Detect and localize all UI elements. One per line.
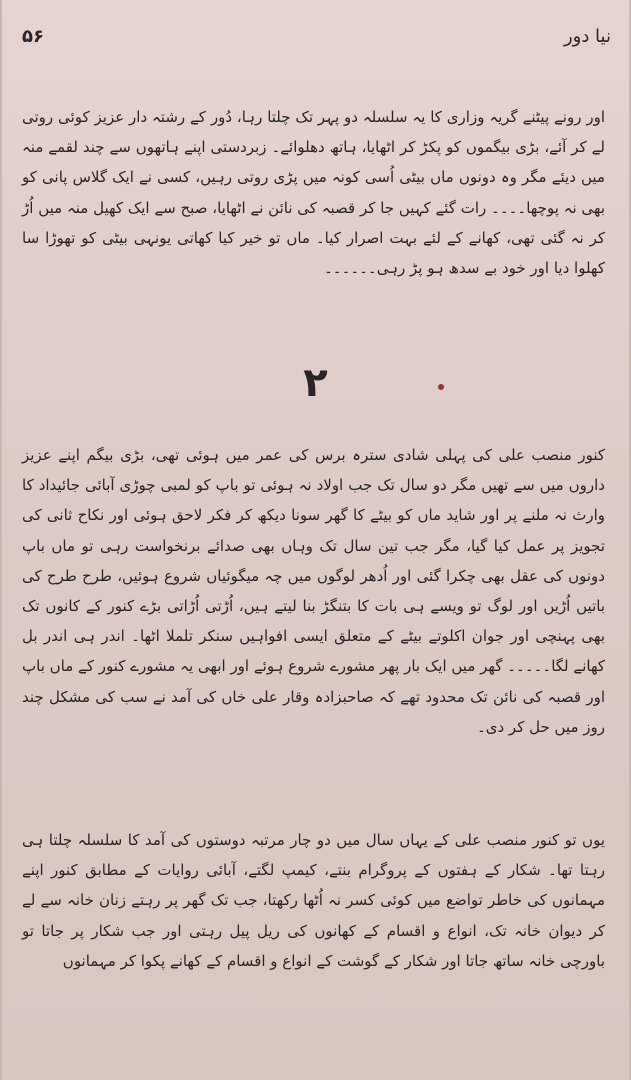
paragraph-2-text: کنور منصب علی کی پہلی شادی سترہ برس کی عمر میں ہوئی تھی، بڑی بیگم اپنے عزیز داروں میں سے تھیں مگر دو سال تک جب اولاد نہ ہوئی تو باپ کو لمبی چوڑی آبائی جائیداد کا وارث نہ ملنے پر اور شاید ماں کو بیٹے کا گھر سونا دیکھ کر فکر لاحق ہوئی اور نکاح ثانی کی تجویز پر عمل کیا گیا، مگر جب تین سال تک وہاں بھی صدائے برنخواست رہی تو ماں باپ دونوں کی عقل بھی چکرا گئی اور اُدھر لوگوں میں چہ میگوئیاں شروع ہوئیں، طرح طرح کی باتیں اُڑیں اور لوگ تو ویسے ہی بات کا بتنگڑ بنا لیتے ہیں، اُڑتی اُڑاتی بڑے کنور کے کانوں تک بھی پہنچی اور جوان اکلوتے بیٹے کے متعلق ایسی افواہیں سنکر تلملا اٹھا۔ اندر ہی اندر بل کھانے لگا۔۔۔۔۔ گھر میں ایک بار پھر مشورے شروع ہوئے اور ابھی یہ مشورے کنور کے ماں باپ اور قصبہ کی نائن تک محدود تھے کہ صاحبزادہ وقار علی خاں کی آمد نے سب کی مشکل چند روز میں حل کر دی۔: [22, 446, 605, 736]
page-header: [22, 18, 611, 54]
paragraph-1: [22, 102, 605, 283]
ink-spot: [438, 384, 444, 390]
page-number: ۵۶: [22, 25, 44, 47]
paragraph-2: [22, 440, 605, 742]
section-number: ۲: [303, 360, 328, 406]
paragraph-1-text: اور رونے پیٹنے گریہ وزاری کا یہ سلسلہ دو پہر تک چلتا رہا، دُور کے رشتہ دار عزیز کوئی روتی لے کر آئے، بڑی بیگموں کو پکڑ کر اٹھایا، ہاتھ دھلوائے۔ زبردستی اپنے ہاتھوں سے چند لقمے منہ میں دیئے مگر وہ دونوں ماں بیٹی اُسی کونہ میں پڑی روتی رہیں، کسی نے ایک گلاس پانی کو بھی نہ پوچھا۔۔۔۔ رات گئے کہیں جا کر قصبہ کی نائن نے اٹھایا، صبح سے ایک کھیل منہ میں اُڑ کر نہ گئی تھی، کھانے کے لئے بہت اصرار کیا۔ ماں تو خیر کیا کھاتی یونہی بیٹی کو تھوڑا سا کھلوا دیا اور خود بے سدھ ہو پڑ رہی۔۔۔۔۔۔: [22, 108, 605, 278]
paragraph-3-text: یوں تو کنور منصب علی کے یہاں سال میں دو چار مرتبہ دوستوں کی آمد کا سلسلہ چلتا ہی رہتا تھا۔ شکار کے ہفتوں کے پروگرام بنتے، کیمپ لگتے، آبائی روایات کے مطابق کنور اپنے مہمانوں کی خاطر تواضع میں کوئی کسر نہ اُٹھا رکھتا، جب تک گھر پر رہتے زنان خانہ سے لے کر دیوان خانہ تک، انواع و اقسام کے کھانوں کی ریل پیل رہتی اور جب شکار پر جاتا تو باورچی خانہ ساتھ جاتا اور شکار کے گوشت کے انواع و اقسام کے کھانے پکوا کر مہمانوں: [22, 831, 605, 970]
paragraph-3: [22, 825, 605, 976]
journal-title: نیا دور: [563, 25, 611, 47]
